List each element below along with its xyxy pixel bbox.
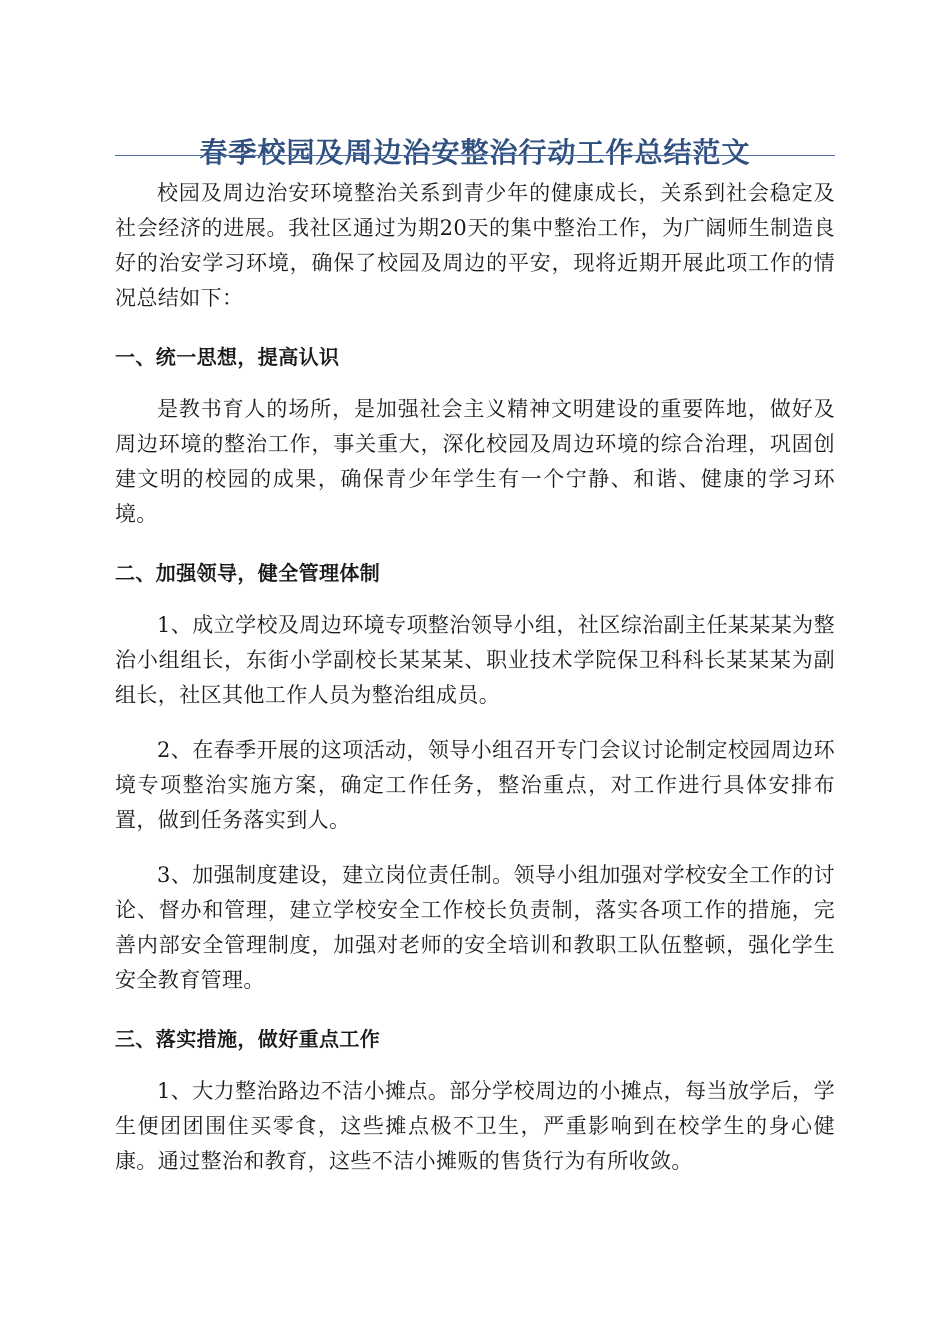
section-1-paragraph-1: 是教书育人的场所，是加强社会主义精神文明建设的重要阵地，做好及周边环境的整治工作，事关重大，深化校园及周边环境的综合治理，巩固创建文明的校园的成果，确保青少年学生有一个宁静、和谐、健康的学习环境。: [115, 397, 835, 526]
section-2-paragraph-2: 2、在春季开展的这项活动，领导小组召开专门会议讨论制定校园周边环境专项整治实施方案，确定工作任务，整治重点，对工作进行具体安排布置，做到任务落实到人。: [115, 738, 835, 832]
section-heading-3: 三、落实措施，做好重点工作: [115, 1027, 381, 1051]
document-title: 春季校园及周边治安整治行动工作总结范文: [199, 135, 751, 169]
intro-paragraph: 校园及周边治安环境整治关系到青少年的健康成长，关系到社会稳定及社会经济的进展。我社区通过为期20天的集中整治工作，为广阔师生制造良好的治安学习环境，确保了校园及周边的平安，现将近期开展此项工作的情况总结如下：: [115, 181, 835, 310]
section-3-paragraph-1: 1、大力整治路边不洁小摊点。部分学校周边的小摊点，每当放学后，学生便团团围住买零食，这些摊点极不卫生，严重影响到在校学生的身心健康。通过整治和教育，这些不洁小摊贩的售货行为有所收敛。: [115, 1079, 835, 1173]
section-heading-1: 一、统一思想，提高认识: [115, 345, 340, 369]
section-heading-2: 二、加强领导，健全管理体制: [115, 561, 381, 585]
section-2-paragraph-3: 3、加强制度建设，建立岗位责任制。领导小组加强对学校安全工作的讨论、督办和管理，建立学校安全工作校长负责制，落实各项工作的措施，完善内部安全管理制度，加强对老师的安全培训和教职工队伍整顿，强化学生安全教育管理。: [115, 863, 835, 992]
title-underline: [115, 155, 835, 156]
section-2-paragraph-1: 1、成立学校及周边环境专项整治领导小组，社区综治副主任某某某为整治小组组长，东街小学副校长某某某、职业技术学院保卫科科长某某某为副组长，社区其他工作人员为整治组成员。: [115, 613, 835, 707]
document-body: [115, 176, 835, 1179]
